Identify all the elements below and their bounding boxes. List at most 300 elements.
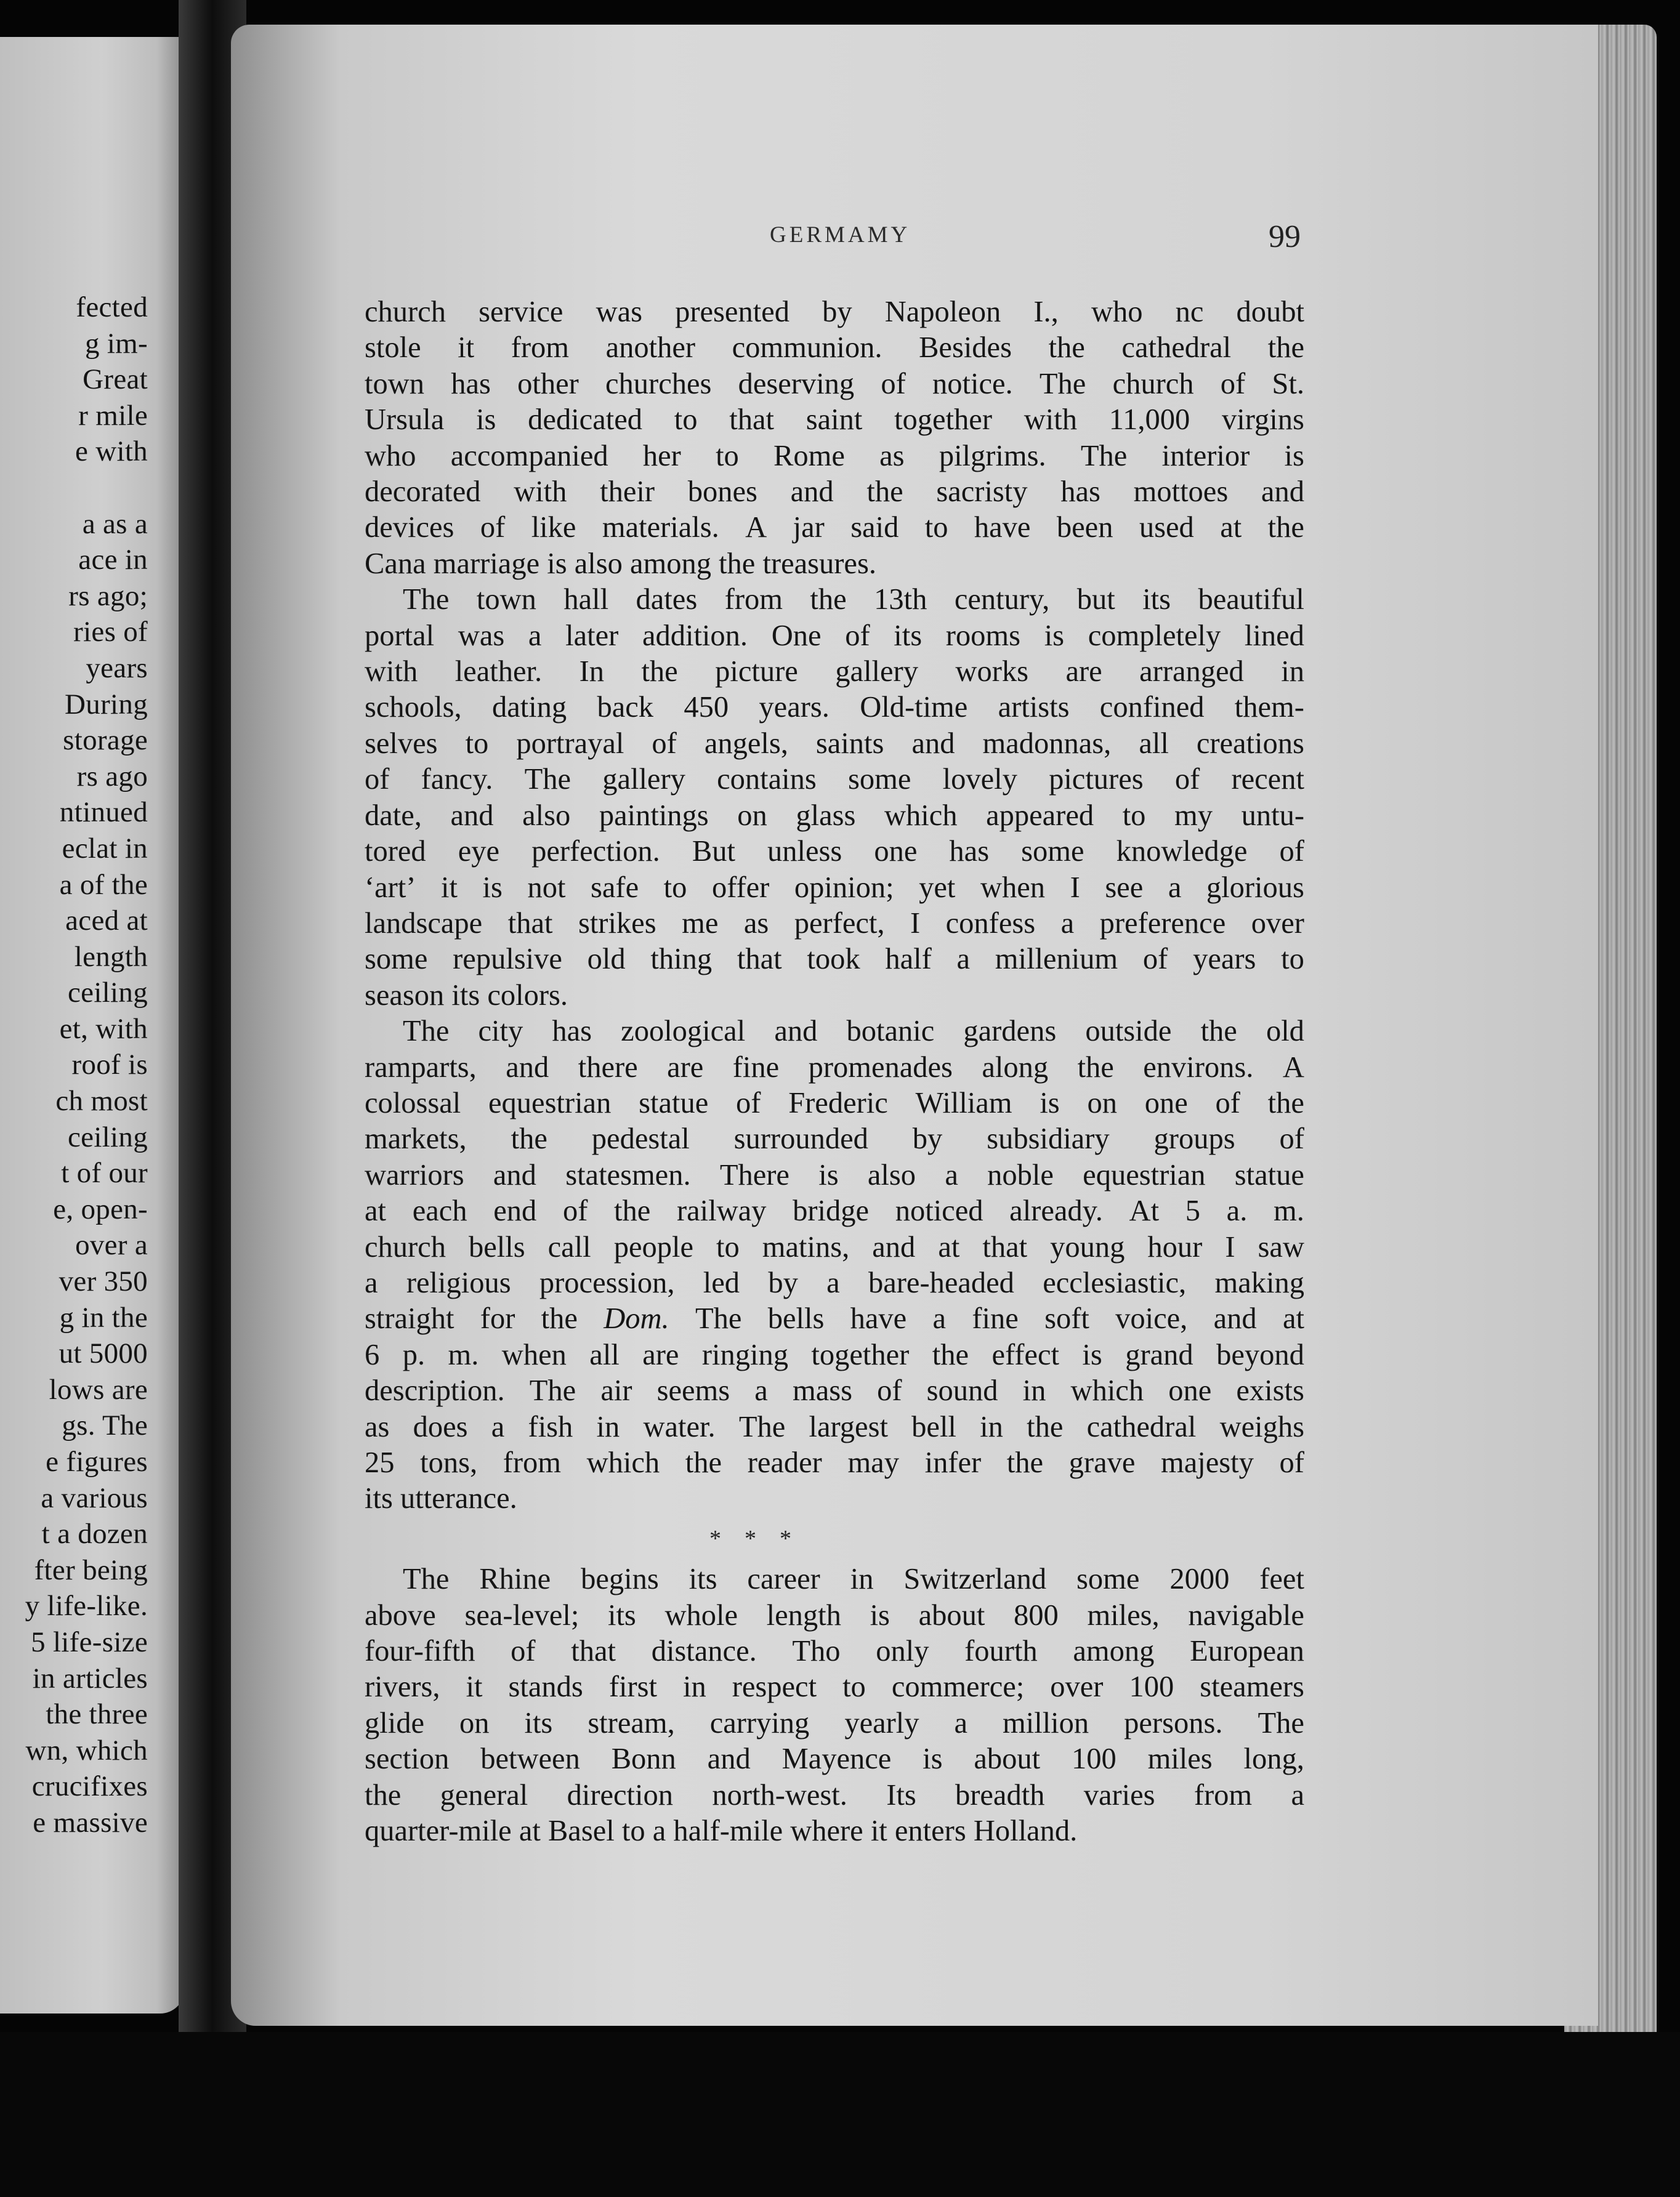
word: that [737,943,782,976]
word: sacristy [936,475,1028,509]
word: already. [1009,1195,1103,1228]
word: The [403,583,450,616]
word: fine [972,1302,1019,1336]
word: one [1168,1374,1212,1408]
text-line [365,690,1304,725]
word: rivers, [365,1671,440,1704]
word: the [614,1195,651,1228]
word: in [1281,655,1304,688]
word: in [682,1671,706,1704]
text-line [365,1014,1304,1049]
word: with [1024,403,1077,437]
word: me [682,906,719,940]
word: like [531,511,576,544]
word: Tho [792,1635,841,1668]
word: which [586,1446,660,1479]
word: to [716,439,739,472]
text-line [365,1409,1304,1445]
text-line: Cana marriage is also among the treasures. [365,547,876,580]
word: has [1060,475,1100,509]
word: are [1065,655,1102,688]
word: with [365,655,418,688]
word: notice. [932,367,1013,400]
word: strikes [578,906,656,940]
word: stream, [588,1706,675,1739]
word: portal [365,619,435,652]
word: date, [365,799,422,832]
word: accompanied [450,439,608,472]
word: together [894,403,992,437]
text-line [365,1669,1304,1705]
word: in [596,1410,620,1443]
word: length [766,1598,841,1632]
left-page-line: a as a [82,507,148,540]
word: has [949,835,990,868]
text-line [365,1230,1304,1265]
word: In [579,655,604,688]
word: the [932,1338,969,1371]
word: bell [911,1410,956,1443]
word: straight [365,1302,454,1336]
word: other [517,367,579,400]
left-page-line: ver 350 [59,1265,148,1298]
word: general [440,1778,528,1812]
word: and [790,475,834,509]
left-page-line: ceiling [68,1121,148,1153]
word: at [938,1230,960,1264]
text-line [365,330,1304,366]
word: that [982,1230,1028,1264]
text-line [365,1778,1304,1813]
left-page-line: crucifixes [31,1770,148,1803]
word: p. [402,1338,426,1371]
word: description. [365,1374,505,1408]
word: one [1144,1086,1188,1119]
word: the [810,583,847,616]
word: cathedral [1121,331,1232,365]
word: The [1258,1706,1304,1739]
word: bridge [793,1195,870,1228]
word: commerce; [891,1671,1025,1704]
word: grand [1125,1338,1193,1371]
word: making [1214,1266,1304,1299]
word: been [1056,511,1113,544]
word: in [1022,1374,1046,1408]
text-line [365,618,1304,654]
word: Bonn [611,1743,676,1776]
text-line [365,474,1304,510]
word: is [1044,619,1065,652]
word: in [850,1563,874,1596]
word: a [932,1302,947,1336]
word: But [692,835,735,868]
word: of [877,1374,902,1408]
word: Dom. [604,1302,669,1336]
word: reader [747,1446,822,1479]
word: Its [886,1778,916,1812]
word: together [811,1338,910,1371]
word: I [1070,871,1080,904]
word: matins, [762,1230,850,1264]
word: between [480,1743,580,1776]
word: the [541,1302,578,1336]
left-page-line: ntinued [59,796,148,829]
word: religious [406,1266,511,1299]
word: it [458,331,475,365]
word: picture [715,655,798,688]
left-page-line: During [65,688,148,720]
word: a [1291,1778,1304,1812]
word: cathedral [1086,1410,1197,1443]
word: to [716,1230,740,1264]
word: long, [1243,1743,1304,1776]
left-page-line: fected [76,291,148,323]
word: the [1077,1050,1114,1084]
word: by [822,296,852,328]
word: respect [732,1671,817,1704]
word: 5 [1185,1195,1200,1228]
word: European [1190,1635,1304,1668]
word: virgins [1222,403,1304,437]
text-line: season its colors. [365,978,568,1012]
word: lovely [942,763,1017,796]
word: over [1050,1671,1104,1704]
word: fancy. [421,763,493,796]
word: may [847,1446,899,1479]
word: paintings [599,799,709,832]
word: on [737,799,767,832]
left-page-line: fter being [34,1554,148,1586]
word: a [754,1374,768,1408]
word: Ursula [365,403,445,437]
word: arranged [1139,655,1244,688]
word: are [642,1338,679,1371]
word: The [524,763,571,796]
word: of [1279,1123,1304,1156]
left-page-line: Great [83,363,148,396]
word: addition. [642,619,748,652]
word: William [915,1086,1012,1119]
word: majesty [1161,1446,1254,1479]
word: not [527,871,566,904]
word: At [1129,1195,1160,1228]
word: of [1279,835,1304,868]
word: The [1039,367,1086,400]
word: is [482,871,503,904]
word: water. [643,1410,716,1443]
left-page-line: storage [63,724,148,757]
word: section [365,1743,450,1776]
text-line [365,1193,1304,1229]
left-page-line: t a dozen [41,1518,148,1550]
word: safe [591,871,639,904]
left-page-line: years [86,651,148,684]
word: saint [806,403,863,437]
word: ‘art’ [365,871,416,904]
text-line [365,1086,1304,1121]
text-line [365,1741,1304,1777]
word: fish [528,1410,573,1443]
paragraph [365,582,1304,1014]
word: I., [1033,296,1059,328]
word: them- [1234,691,1304,724]
word: statue [1234,1158,1304,1191]
word: steamers [1200,1671,1304,1704]
word: nc [1175,296,1204,328]
left-page-line: wn, which [25,1734,148,1767]
word: see [1105,871,1144,904]
left-page-line: a of the [59,868,148,901]
word: m. [1274,1195,1304,1228]
word: subsidiary [987,1123,1110,1156]
word: ringing [701,1338,788,1371]
word: soft [1044,1302,1089,1336]
word: above [365,1598,436,1632]
word: it [466,1671,483,1704]
word: rooms [945,619,1021,652]
word: one [874,835,918,868]
word: is [870,1598,890,1632]
word: of [652,727,677,760]
word: its [689,1563,717,1596]
word: used [1139,511,1194,544]
word: of [365,763,390,796]
word: was [596,296,642,328]
word: confess [945,906,1036,940]
word: fine [732,1050,780,1084]
word: miles [1147,1743,1213,1776]
word: a [956,943,971,976]
word: dedicated [528,403,642,437]
text-line: quarter-mile at Basel to a half-mile where it enters Holland. [365,1815,1078,1848]
word: churches [605,367,712,400]
word: some [365,943,428,976]
word: has [552,1015,592,1048]
left-page-line: the three [46,1698,148,1731]
word: to [465,727,489,760]
text-line [365,1301,1304,1337]
word: portrayal [516,727,624,760]
word: on [1087,1086,1117,1119]
word: which [1070,1374,1144,1408]
left-page-line: over a [75,1229,148,1262]
word: call [547,1230,591,1264]
word: people [613,1230,693,1264]
word: glorious [1206,871,1304,904]
word: 100 [1072,1743,1117,1776]
word: a. [1226,1195,1248,1228]
word: by [912,1123,943,1156]
left-page-line: rs ago [76,760,148,792]
word: voice, [1115,1302,1188,1336]
word: its [1142,583,1171,616]
text-line [365,1373,1304,1409]
word: a [491,1410,505,1443]
word: and [450,799,494,832]
word: among [1073,1635,1155,1668]
word: deserving [738,367,855,400]
word: have [850,1302,907,1336]
word: pictures [1049,763,1144,796]
word: The [403,1563,450,1596]
word: about [974,1743,1041,1776]
word: some [1021,835,1084,868]
word: noticed [895,1195,983,1228]
word: who [1091,296,1143,328]
paragraph-gap [365,1553,1304,1562]
word: its [607,1598,636,1632]
word: to [924,511,948,544]
word: town [365,367,424,400]
word: and [911,727,955,760]
word: effect [991,1338,1059,1371]
word: church [1112,367,1194,400]
word: from [503,1446,562,1479]
word: persons. [1124,1706,1223,1739]
word: over [1251,906,1304,940]
word: a [954,1706,968,1739]
word: a [826,1266,840,1299]
word: church [365,296,446,328]
word: is [818,1158,839,1191]
word: schools, [365,691,462,724]
word: ramparts, [365,1050,477,1084]
left-page-line: g in the [59,1301,148,1334]
word: The [1080,439,1128,472]
word: 2000 [1169,1563,1230,1596]
word: m. [448,1338,479,1371]
word: groups [1153,1123,1235,1156]
word: markets, [365,1123,467,1156]
word: hour [1147,1230,1203,1264]
word: railway [677,1195,767,1228]
word: Switzerland [903,1563,1047,1596]
word: perfection. [531,835,660,868]
word: her [642,439,681,472]
word: ecclesiastic, [1043,1266,1187,1299]
word: completely [1088,619,1221,652]
paragraph [365,1014,1304,1517]
word: varies [1083,1778,1155,1812]
word: madonnas, [982,727,1112,760]
word: each [412,1195,467,1228]
word: at [1220,511,1242,544]
word: back [597,691,654,724]
paragraph [365,1562,1304,1849]
word: decorated [365,475,481,509]
word: it [441,871,458,904]
word: Besides [919,331,1012,365]
word: end [493,1195,537,1228]
word: led [703,1266,740,1299]
word: city [478,1015,523,1048]
word: of [881,367,906,400]
word: contains [717,763,817,796]
word: statue [639,1086,709,1119]
word: Frederic [788,1086,888,1119]
word: my [1174,799,1213,832]
text-line [365,1158,1304,1193]
word: outside [1085,1015,1172,1048]
word: gardens [963,1015,1057,1048]
left-page-line: ceiling [68,977,148,1009]
scan-border [0,2032,1680,2197]
word: equestrian [488,1086,612,1119]
word: equestrian [1083,1158,1206,1191]
word: when [980,871,1046,904]
word: carrying [709,1706,810,1739]
left-page-line: a various [41,1481,148,1514]
word: the [1048,331,1085,365]
word: young [1050,1230,1125,1264]
word: selves [365,727,438,760]
word: and [707,1743,751,1776]
text-line [365,366,1304,402]
word: works [955,655,1028,688]
left-page-line: 5 life-size [31,1626,148,1658]
word: hall [563,583,609,616]
word: procession, [539,1266,675,1299]
word: with [514,475,567,509]
word: for [480,1302,515,1336]
running-head: GERMAMY [770,222,911,248]
word: to [663,871,687,904]
paragraph [365,294,1304,582]
word: to [1281,943,1304,976]
word: A [745,511,767,544]
word: there [578,1050,638,1084]
page-number: 99 [1269,219,1301,254]
word: largest [809,1410,888,1443]
word: 450 [684,691,729,724]
word: to [1122,799,1146,832]
word: the [1267,331,1304,365]
word: that [571,1635,616,1668]
word: interior [1161,439,1250,472]
word: a [1168,871,1182,904]
section-break-asterisks: * * * [709,1525,791,1552]
word: that [507,906,553,940]
word: preference [1099,906,1226,940]
word: years [1193,943,1256,976]
word: and [1213,1302,1257,1336]
left-page-line: e, open- [53,1193,148,1225]
word: begins [581,1563,659,1596]
word: about [918,1598,985,1632]
left-page-line: rs ago; [68,579,148,612]
word: gallery [835,655,918,688]
word: presented [675,296,790,328]
word: sound [926,1374,998,1408]
text-line [365,834,1304,869]
left-page-line: aced at [65,905,148,937]
word: four-fifth [365,1635,475,1668]
word: doubt [1236,296,1304,328]
word: is [1284,439,1304,472]
word: church [365,1230,446,1264]
word: beyond [1216,1338,1304,1371]
word: Old-time [860,691,968,724]
word: yearly [844,1706,919,1739]
word: century, [954,583,1050,616]
word: only [876,1635,929,1668]
left-page-line: e with [75,435,148,468]
word: also [867,1158,916,1191]
word: breadth [955,1778,1045,1812]
word: the [1200,1015,1237,1048]
word: glide [365,1706,424,1739]
word: bells [469,1230,525,1264]
